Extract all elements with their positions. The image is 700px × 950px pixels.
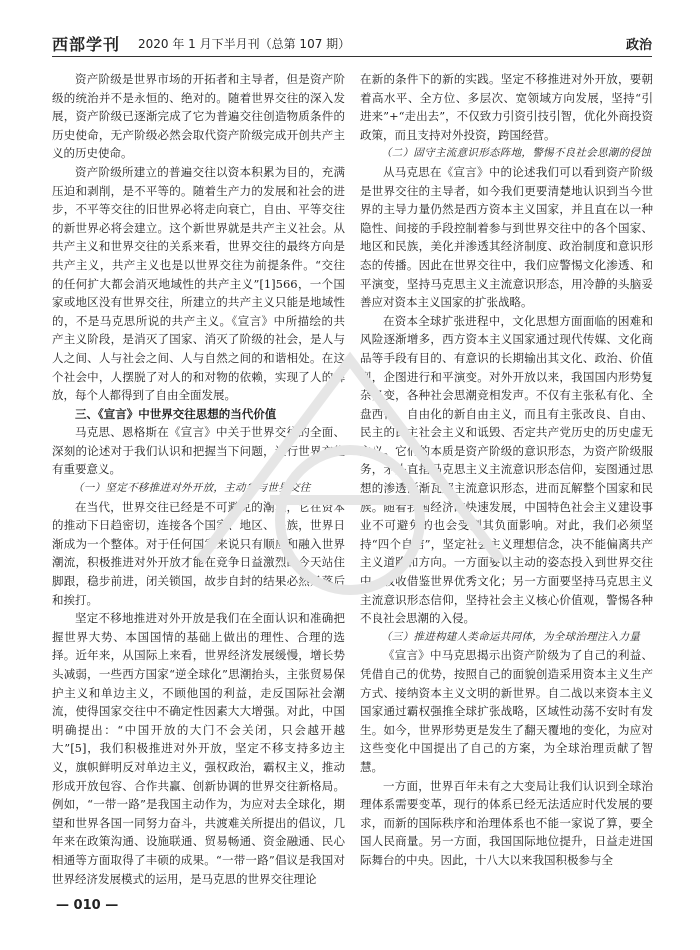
issue-info: 2020 年 1 月下半月刊（总第 107 期） <box>138 37 351 51</box>
page-number: — 010 — <box>56 898 119 913</box>
paragraph: 在资本全球扩张进程中，文化思想方面面临的困难和风险逐渐增多，西方资本主义国家通过现代传媒、文化商品等手段有目的、有意识的长期输出其文化、政治、价值观，企图进行和平演变。对外开放以来，我国国内形势复杂多变，各种社会思潮竞相发声。不仅有主张私有化、全盘西化、自由化的新自由主义，而且有主张改良、自由、民主的民主社会主义和诋毁、否定共产党历史的历史虚无主义。它们的本质是资产阶级的意识形态，为资产阶级服务，矛头直指马克思主义主流意识形态信仰，妄图通过思想的渗透渐渐瓦解主流意识形态，进而瓦解整个国家和民族。随着我国经济的快速发展，中国特色社会主义建设事业不可避免的也会受到其负面影响。对此，我们必须坚持“四个自信”，坚定社会主义理想信念，决不能偏离共产主义道路和方向。一方面要以主动的姿态投入到世界交往中，吸收借鉴世界优秀文化；另一方面要坚持马克思主义主流意识形态信仰，坚持社会主义核心价值观，警惕各种不良社会思潮的入侵。 <box>360 313 653 626</box>
subsection-heading: （一）坚定不移推进对外开放，主动参与世界交往 <box>73 482 311 495</box>
subsection-heading: （三）推进构建人类命运共同体，为全球治理注入力量 <box>381 630 641 643</box>
paragraph: 《宣言》中马克思揭示出资产阶级为了自己的利益、凭借自己的优势，按照自己的面貌创造采用资本主义生产方式、接纳资本主义文明的新世界。自二战以来资本主义国家通过霸权强推全球扩张战略，区域性动荡不安时有发生。如今，世界形势更是发生了翻天覆地的变化，为应对这些变化中国提出了自己的方案，为全球治理贡献了智慧。 <box>360 648 653 774</box>
paragraph: 马克思、恩格斯在《宣言》中关于世界交往的全面、深刻的论述对于我们认识和把握当下问题，进行世界交往有重要意义。 <box>52 425 345 477</box>
paragraph: 坚定不移地推进对外开放是我们在全面认识和准确把握世界大势、本国国情的基础上做出的理性、合理的选择。近年来，从国际上来看，世界经济发展缓慢，增长势头减弱，一些西方国家“逆全球化”思潮抬头，主张贸易保护主义和单边主义，不顾他国的利益，走反国际社会潮流，使得国家交往中不确定性因素大大增强。对此，中国明确提出：“中国开放的大门不会关闭，只会越开越大”[5]，我们积极推进对外开放，坚定不移支持多边主义，旗帜鲜明反对单边主义，强权政治，霸权主义，推动形成开放包容、合作共赢、创新协调的世界交往新格局。例如，“一带一路”是我国主动作为，为应对去全球化，期望和世界各国一同努力奋斗，共渡难关所提出的倡议，几年来在政策沟通、设施联通、贸易畅通、资金融通、民心相通等方面取得了丰硕的成果。“一带一路”倡议是我国对世界经济发展模式的运用，是马克思的世界交往理论 <box>52 611 345 886</box>
paragraph: 资产阶级是世界市场的开拓者和主导者，但是资产阶级的统治并不是永恒的、绝对的。随着世界交往的深入发展，资产阶级已逐渐完成了它为普遍交往创造物质条件的历史使命，无产阶级必然会取代资产阶级完成开创共产主义的历史使命。 <box>52 72 345 161</box>
right-column <box>360 70 653 870</box>
header-divider <box>52 56 652 57</box>
section-heading: 三、《宣言》中世界交往思想的当代价值 <box>75 406 277 421</box>
paragraph: 一方面，世界百年未有之大变局让我们认识到全球治理体系需要变革，现行的体系已经无法适应时代发展的要求，而新的国际秩序和治理体系也不能一家说了算，要全国人民商量。另一方面，我国国际地位提升，日益走进国际舞台的中央。因此，十八大以来我国积极参与全 <box>360 778 653 867</box>
paragraph: 在新的条件下的新的实践。坚定不移推进对外开放，要朝着高水平、全方位、多层次、宽领域方向发展，坚持“引进来”+“走出去”，不仅致力引资引技引智，优化外商投资政策，而且支持对外投资，跨国经营。 <box>360 72 653 142</box>
left-column <box>52 70 345 888</box>
page-header <box>52 30 652 54</box>
journal-title: 西部学刊 <box>52 35 121 54</box>
subsection-heading: （二）固守主流意识形态阵地，警惕不良社会思潮的侵蚀 <box>381 147 651 160</box>
paragraph: 在当代，世界交往已经是不可避免的潮流，它在资本的推动下日趋密切，连接各个国家、地区、民族，世界日渐成为一个整体。对于任何国家来说只有顺应和融入世界潮流，积极推进对外开放才能在竞争日益激烈的今天站住脚跟，稳步前进，闭关锁国，故步自封的结果必然是落后和挨打。 <box>52 499 345 607</box>
paragraph: 资产阶级所建立的普遍交往以资本积累为目的，充满压迫和剥削，是不平等的。随着生产力的发展和社会的进步，不平等交往的旧世界必将走向衰亡，自由、平等交往的新世界必将会建立。这个新世界就是共产主义社会。从共产主义和世界交往的关系来看，世界交往的最终方向是共产主义，共产主义也是以世界交往为前提条件。“交往的任何扩大都会消灭地域性的共产主义”[1]566，一个国家或地区没有世界交往，所建立的共产主义只能是地域性的，不是马克思所说的共产主义。《宣言》中所描绘的共产主义阶段，是消灭了国家、消灭了阶级的社会，是人与人之间、人与社会之间、人与自然之间的和谐相处。在这个社会中，人摆脱了对人的和对物的依赖，实现了人的解放，每个人都得到了自由全面发展。 <box>52 164 345 403</box>
section-label: 政治 <box>625 38 652 53</box>
paragraph: 从马克思在《宣言》中的论述我们可以看到资产阶级是世界交往的主导者，如今我们更要清楚地认识到当今世界的主导力量仍然是西方资本主义国家，并且直在以一种隐性、间接的手段控制着参与到世界交往中的各个国家、地区和民族，美化并渗透其经济制度、政治制度和意识形态的传播。因此在世界交往中，我们应警惕文化渗透、和平演变，坚持马克思主义主流意识形态，用冷静的头脑妥善应对资本主义国家的扩张战略。 <box>360 164 653 310</box>
